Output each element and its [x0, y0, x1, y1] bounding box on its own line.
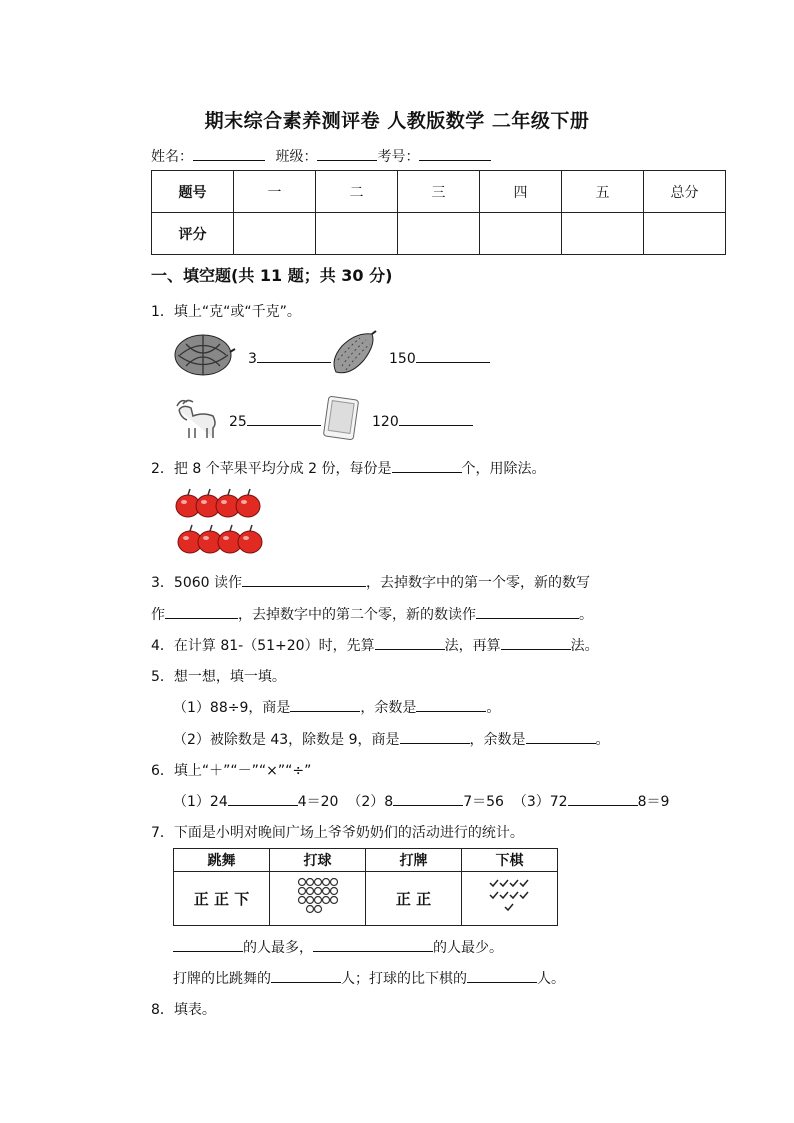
- score-header-cell: 一: [234, 171, 316, 213]
- answer-blank[interactable]: [476, 605, 579, 619]
- q1-item-melon: [389, 349, 490, 367]
- circle-tally-icon: [296, 876, 340, 918]
- question-6: 6．填上“＋”“－”“×”“÷”: [151, 763, 312, 779]
- question-text: 法，再算: [444, 638, 501, 654]
- answer-blank[interactable]: [568, 792, 638, 806]
- tally-ball: [270, 872, 366, 926]
- score-header-cell: 二: [316, 171, 398, 213]
- question-text: 个，用除法。: [461, 461, 546, 477]
- question-7-line-2: [173, 968, 565, 988]
- score-cell[interactable]: [398, 213, 480, 255]
- question-text: 人；打球的比下棋的: [341, 971, 467, 987]
- answer-blank[interactable]: [165, 605, 238, 619]
- number-label: 考号：: [377, 149, 420, 165]
- question-text: ，余数是: [360, 700, 417, 716]
- melon-image: [328, 330, 378, 378]
- question-text: （3）72: [512, 794, 568, 810]
- answer-blank[interactable]: [393, 792, 463, 806]
- answer-blank[interactable]: [247, 412, 321, 426]
- answer-blank[interactable]: [242, 573, 366, 587]
- tally-header: 打牌: [366, 849, 462, 872]
- answer-blank[interactable]: [375, 636, 445, 650]
- section-heading: 一、填空题(共 11 题；共 30 分): [151, 266, 393, 285]
- question-4: [151, 635, 599, 655]
- question-7-line-1: [173, 937, 503, 957]
- tally-header: 打球: [270, 849, 366, 872]
- q1-item-watermelon: [248, 349, 331, 367]
- answer-blank[interactable]: [228, 792, 298, 806]
- name-blank[interactable]: [193, 147, 265, 161]
- question-1: 1．填上“克“或“千克”。: [151, 304, 301, 320]
- question-text: 。: [579, 607, 593, 623]
- question-text: 3．5060 读作: [151, 575, 242, 591]
- score-cell[interactable]: [644, 213, 726, 255]
- score-row: [152, 213, 726, 255]
- q1-value: 120: [372, 414, 399, 430]
- question-8: 8．填表。: [151, 1002, 216, 1018]
- score-cell[interactable]: [316, 213, 398, 255]
- score-header-cell: 五: [562, 171, 644, 213]
- q1-item-goat: [229, 412, 321, 430]
- question-text: （2）8: [347, 794, 394, 810]
- answer-blank[interactable]: [399, 412, 473, 426]
- class-blank[interactable]: [317, 147, 377, 161]
- tally-header: 下棋: [462, 849, 558, 872]
- question-text: 4．在计算 81-（51+20）时，先算: [151, 638, 375, 654]
- goat-image: [173, 396, 219, 442]
- question-6-parts: [173, 791, 669, 811]
- tally-chess: [462, 872, 558, 926]
- answer-blank[interactable]: [526, 730, 596, 744]
- number-blank[interactable]: [419, 147, 491, 161]
- question-text: 打牌的比跳舞的: [173, 971, 271, 987]
- question-text: ，余数是: [469, 732, 526, 748]
- question-7: 7．下面是小明对晚间广场上爷爷奶奶们的活动进行的统计。: [151, 825, 524, 841]
- score-header-cell: 总分: [644, 171, 726, 213]
- answer-blank[interactable]: [392, 459, 462, 473]
- question-text: 2．把 8 个苹果平均分成 2 份，每份是: [151, 461, 392, 477]
- question-text: 7＝56: [463, 794, 504, 810]
- answer-blank[interactable]: [271, 969, 341, 983]
- question-text: 4＝20: [297, 794, 339, 810]
- score-header-cell: 题号: [152, 171, 234, 213]
- question-5-part-1: [173, 697, 500, 717]
- question-text: （1）24: [173, 794, 228, 810]
- question-text: 的人最多，: [243, 940, 313, 956]
- score-row-label: 评分: [152, 213, 234, 255]
- question-text: 作: [151, 607, 165, 623]
- answer-blank[interactable]: [257, 349, 331, 363]
- question-text: （1）88÷9，商是: [173, 700, 291, 716]
- answer-blank[interactable]: [173, 938, 243, 952]
- answer-blank[interactable]: [416, 349, 490, 363]
- score-cell[interactable]: [480, 213, 562, 255]
- question-text: 。: [595, 732, 610, 748]
- question-text: ，去掉数字中的第一个零，新的数写: [366, 575, 590, 591]
- question-2: [151, 458, 546, 478]
- question-text: 人。: [537, 971, 565, 987]
- question-text: 。: [486, 700, 501, 716]
- answer-blank[interactable]: [290, 698, 360, 712]
- student-info: [151, 146, 491, 166]
- score-table: [151, 170, 726, 255]
- phone-image: [322, 396, 362, 440]
- question-text: 8＝9: [637, 794, 670, 810]
- question-3-cont: [151, 604, 593, 624]
- name-label: 姓名：: [151, 149, 193, 165]
- tally-header-row: [174, 849, 558, 872]
- q1-value: 3: [248, 351, 257, 367]
- question-text: （2）被除数是 43，除数是 9，商是: [173, 732, 400, 748]
- tally-dance: 正 正 下: [174, 872, 270, 926]
- score-header-cell: 三: [398, 171, 480, 213]
- tally-cards: 正 正: [366, 872, 462, 926]
- score-cell[interactable]: [562, 213, 644, 255]
- question-text: 法。: [570, 638, 599, 654]
- question-5: 5．想一想，填一填。: [151, 669, 286, 685]
- tally-header: 跳舞: [174, 849, 270, 872]
- tally-table: [173, 848, 558, 926]
- question-3: [151, 572, 590, 592]
- check-tally-icon: [488, 877, 532, 917]
- answer-blank[interactable]: [467, 969, 537, 983]
- class-label: 班级：: [275, 149, 318, 165]
- score-header-row: [152, 171, 726, 213]
- page-title: 期末综合素养测评卷 人教版数学 二年级下册: [204, 110, 590, 132]
- answer-blank[interactable]: [313, 938, 433, 952]
- question-text: 的人最少。: [433, 940, 503, 956]
- apples-image: [172, 486, 268, 560]
- score-header-cell: 四: [480, 171, 562, 213]
- answer-blank[interactable]: [501, 636, 571, 650]
- question-5-part-2: [173, 729, 610, 749]
- question-text: ，去掉数字中的第二个零，新的数读作: [238, 607, 476, 623]
- tally-row: [174, 872, 558, 926]
- answer-blank[interactable]: [416, 698, 486, 712]
- answer-blank[interactable]: [400, 730, 470, 744]
- q1-value: 150: [389, 351, 416, 367]
- q1-value: 25: [229, 414, 247, 430]
- watermelon-image: [174, 332, 236, 378]
- score-cell[interactable]: [234, 213, 316, 255]
- q1-item-phone: [372, 412, 473, 430]
